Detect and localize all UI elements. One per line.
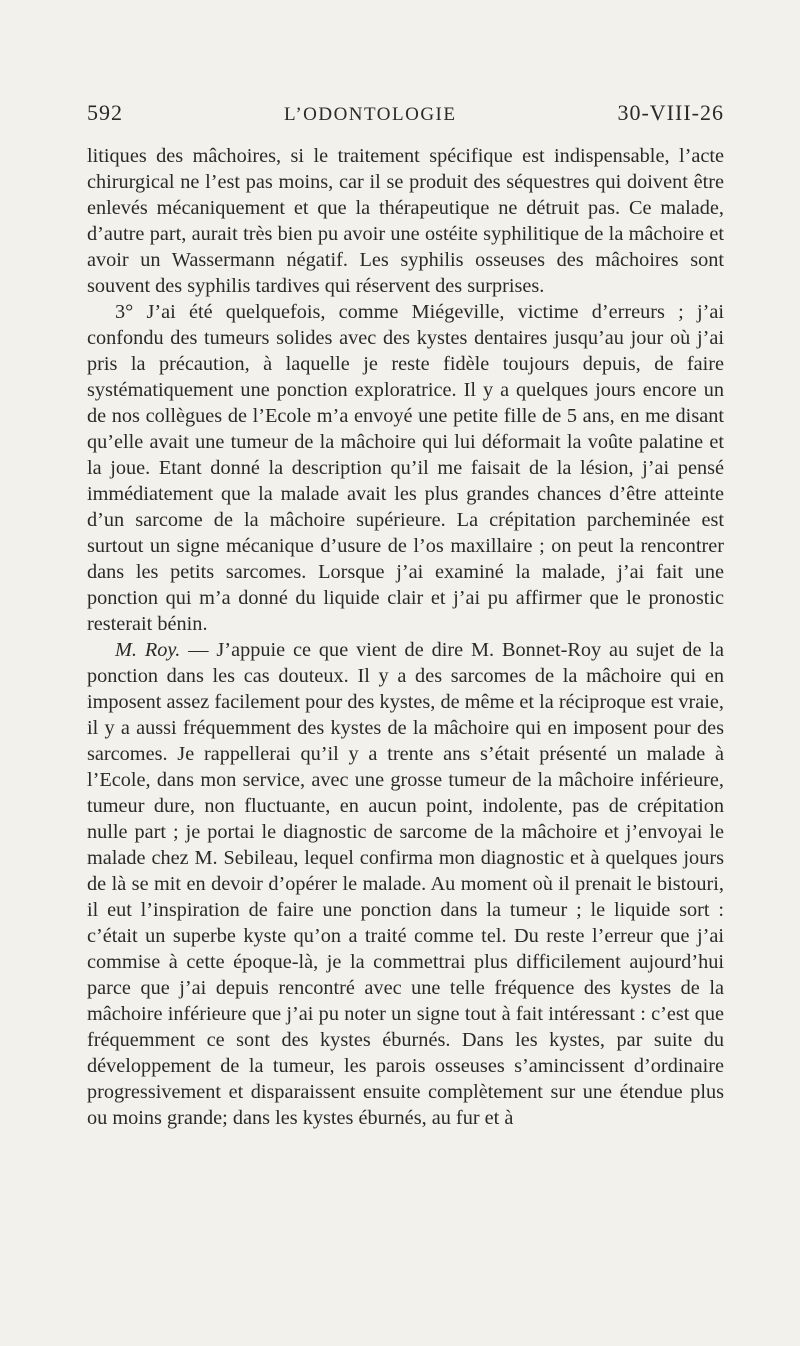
paragraph-text: — J’appuie ce que vient de dire M. Bonnet-Roy au sujet de la ponction dans les cas douteux. Il y a des sarcomes de la mâchoire qui en imposent assez facilement pour des kystes, de même et la réciproque est vraie, il y a aussi fréquemment des kystes de la mâchoire qui en imposent pour des sarcomes. Je rappellerai qu’il y a trente ans s’était présenté un malade à l’Ecole, dans mon service, avec une grosse tumeur de la mâchoire inférieure, tumeur dure, non fluctuante, en aucun point, indolente, pas de crépitation nulle part ; je portai le diagnostic de sarcome de la mâchoire et j’envoyai le malade chez M. Sebileau, lequel confirma mon diagnostic et à quelques jours de là se mit en devoir d’opérer le malade. Au moment où il prenait le bistouri, il eut l’inspiration de faire une ponction dans la tumeur ; le liquide sort : c’était un superbe kyste qu’on a traité comme tel. Du reste l’erreur que j’ai commise à cette époque-là, je la commettrai plus difficilement aujourd’hui parce que j’ai depuis rencontré avec une telle fréquence des kystes de la mâchoire inférieure que j’ai pu noter un signe tout à fait intéressant : c’est que fréquemment ce sont des kystes éburnés. Dans les kystes, par suite du développement de la tumeur, les parois osseuses s’amincissent d’ordinaire progressivement et disparaissent ensuite complètement sur une étendue plus ou moins grande; dans les kystes éburnés, au fur et à bbox=[87, 639, 724, 1129]
body-text bbox=[87, 143, 724, 1131]
paragraph-text: litiques des mâchoires, si le traitement spécifique est indispensable, l’acte chirurgical ne l’est pas moins, car il se produit des séquestres qui doivent être enlevés mécaniquement et que la thérapeutique ne détruit pas. Ce malade, d’autre part, aurait très bien pu avoir une ostéite syphilitique de la mâchoire et avoir un Wassermann négatif. Les syphilis osseuses des mâchoires sont souvent des syphilis tardives qui réservent des surprises. bbox=[87, 145, 724, 297]
paragraph-text: 3° J’ai été quelquefois, comme Miégeville, victime d’erreurs ; j’ai confondu des tumeurs solides avec des kystes dentaires jusqu’au jour où j’ai pris la précaution, à laquelle je reste fidèle toujours depuis, de faire systématiquement une ponction exploratrice. Il y a quelques jours encore un de nos collègues de l’Ecole m’a envoyé une petite fille de 5 ans, en me disant qu’elle avait une tumeur de la mâchoire qui lui déformait la voûte palatine et la joue. Etant donné la description qu’il me faisait de la lésion, j’ai pensé immédiatement que la malade avait les plus grandes chances d’être atteinte d’un sarcome de la mâchoire supérieure. La crépitation parcheminée est surtout un signe mécanique d’usure de l’os maxillaire ; on peut la rencontrer dans les petits sarcomes. Lorsque j’ai examiné la malade, j’ai fait une ponction qui m’a donné du liquide clair et j’ai pu affirmer que le pronostic resterait bénin. bbox=[87, 301, 724, 635]
paragraph bbox=[87, 143, 724, 299]
issue-date: 30-VIII-26 bbox=[617, 100, 724, 125]
running-title: L’ODONTOLOGIE bbox=[283, 104, 457, 125]
paragraph bbox=[87, 637, 724, 1131]
speaker-name: M. Roy. bbox=[115, 639, 181, 661]
document-page bbox=[87, 100, 724, 1131]
paragraph bbox=[87, 299, 724, 637]
page-number: 592 bbox=[87, 100, 123, 125]
page-header bbox=[87, 100, 724, 134]
